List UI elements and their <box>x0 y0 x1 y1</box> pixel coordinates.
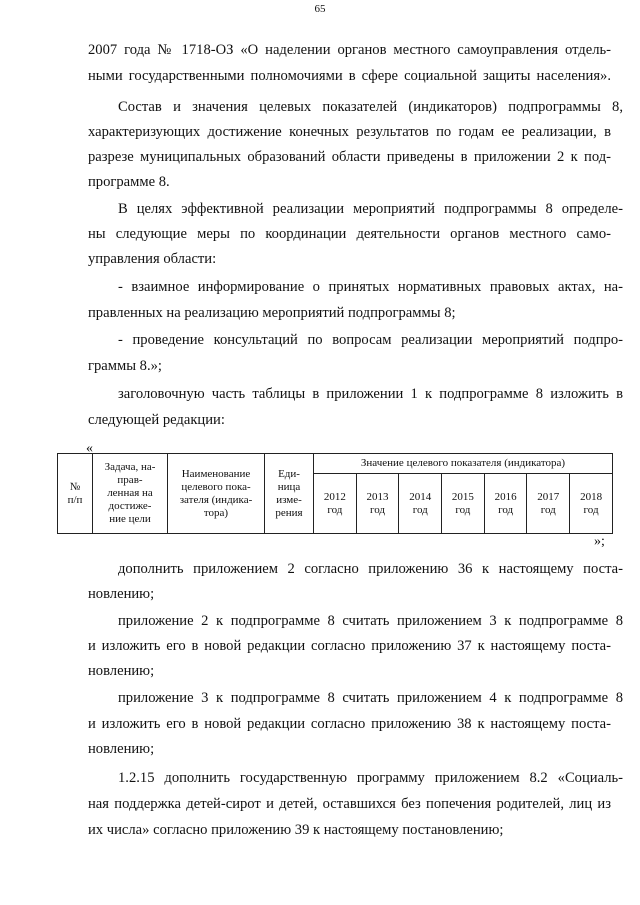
text-line: правленных на реализацию мероприятий подпрограммы 8; <box>88 305 456 321</box>
text-line: приложение 3 к подпрограмме 8 считать приложением 4 к подпрограмме 8 <box>118 690 623 706</box>
text-line: и изложить его в новой редакции согласно приложению 38 к настоящему поста- <box>88 716 611 732</box>
col-number-header: № п/п <box>58 454 93 534</box>
closing-quote: »; <box>594 534 605 549</box>
text-line: - взаимное информирование о принятых нормативных правовых актах, на- <box>118 279 623 295</box>
text-line: новлению; <box>88 741 155 757</box>
text-line: их числа» согласно приложению 39 к настоящему постановлению; <box>88 822 504 838</box>
text-line: разрезе муниципальных образований области приведены в приложении 2 к под- <box>88 149 611 165</box>
text-line: новлению; <box>88 663 155 679</box>
text-line: - проведение консультаций по вопросам реализации мероприятий подпро- <box>118 332 623 348</box>
text-line: и изложить его в новой редакции согласно приложению 37 к настоящему постa- <box>88 638 611 654</box>
text-line: 1.2.15 дополнить государственную программу приложением 8.2 «Социаль- <box>118 770 623 786</box>
col-year-header: 2013 год <box>356 474 399 534</box>
text-line: В целях эффективной реализации мероприятий подпрограммы 8 определе- <box>118 201 623 217</box>
text-line: управления области: <box>88 251 217 267</box>
col-year-header: 2018 год <box>570 474 613 534</box>
col-unit-header: Еди- ница изме- рения <box>265 454 314 534</box>
col-indicator-name-header: Наименование целевого пока- зателя (индика- тора) <box>168 454 265 534</box>
text-line: программе 8. <box>88 174 170 190</box>
text-line: следующей редакции: <box>88 412 225 428</box>
text-line: приложение 2 к подпрограмме 8 считать приложением 3 к подпрограмме 8 <box>118 613 623 629</box>
col-year-header: 2017 год <box>527 474 570 534</box>
col-year-header: 2015 год <box>442 474 485 534</box>
text-line: ная поддержка детей-сирот и детей, оставшихся без попечения родителей, лиц из <box>88 796 611 812</box>
text-line: характеризующих достижение конечных результатов по годам ее реализации, в <box>88 124 611 140</box>
text-line: Состав и значения целевых показателей (индикаторов) подпрограммы 8, <box>118 99 623 115</box>
col-year-header: 2012 год <box>314 474 357 534</box>
text-line: новлению; <box>88 586 155 602</box>
col-task-header: Задача, на- прав- ленная на достиже- ние цели <box>93 454 168 534</box>
col-year-header: 2016 год <box>484 474 527 534</box>
text-line: 2007 года № 1718-ОЗ «О наделении органов местного самоуправления отдель- <box>88 42 611 58</box>
col-year-header: 2014 год <box>399 474 442 534</box>
text-line: заголовочную часть таблицы в приложении 1 к подпрограмме 8 изложить в <box>118 386 623 402</box>
col-value-group-header: Значение целевого показателя (индикатора) <box>314 454 613 474</box>
text-line: ны следующие меры по координации деятельности органов местного само- <box>88 226 611 242</box>
opening-quote: « <box>86 441 93 456</box>
page-number: 65 <box>314 3 326 15</box>
text-line: граммы 8.»; <box>88 358 162 374</box>
text-line: ными государственными полномочиями в сфере социальной защиты населения». <box>88 68 611 84</box>
text-line: дополнить приложением 2 согласно приложению 36 к настоящему поста- <box>118 561 623 577</box>
indicator-table-header <box>57 453 613 534</box>
